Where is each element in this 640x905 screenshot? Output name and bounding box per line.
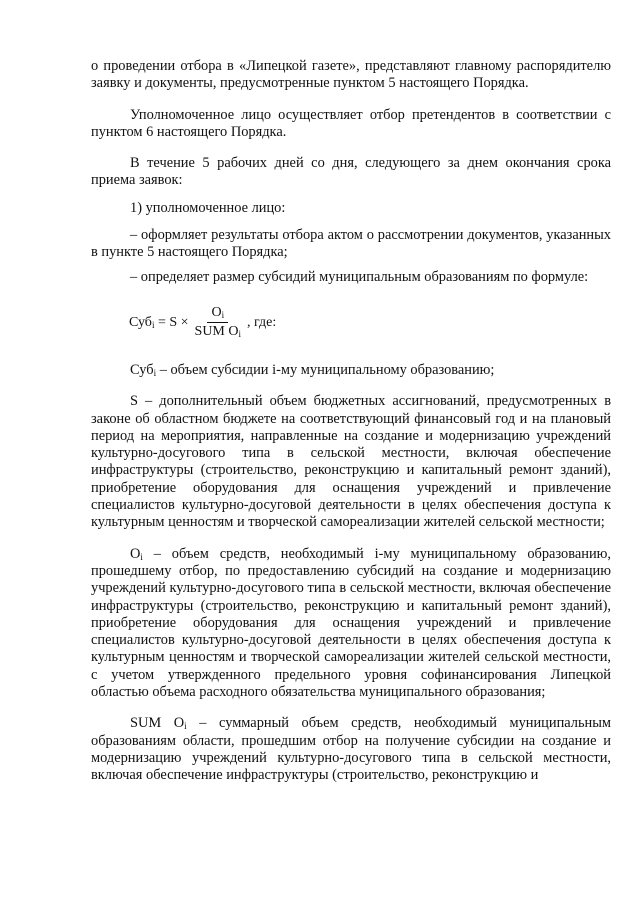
definition-s: S – дополнительный объем бюджетных ассигнований, предусмотренных в законе об областном бюджете на соответствующий финансовый год и на плановый период на мероприятия, направленные на создание и модернизацию учреждений культурно-досугового типа в сельской местности, включая обеспечение инфраструктуры (строительство, реконструкцию и капитальный ремонт зданий), приобретение оборудования для оснащения учреждений и привлечение специалистов культурно-досуговой деятельности в целях обеспечения доступа к культурным ценностям и творческой самореализации жителей сельской местности; [91, 393, 611, 531]
formula-lhs: Суб$_i$ [129, 315, 155, 331]
formula-tail: , где: [247, 315, 277, 331]
paragraph-act-result: – оформляет результаты отбора актом о рассмотрении документов, указанных в пункте 5 настоящего Порядка; [91, 227, 611, 261]
paragraph-item-1: 1) уполномоченное лицо: [130, 199, 286, 216]
paragraph-selection-notice: о проведении отбора в «Липецкой газете», представляют главному распорядителю заявку и документы, предусмотренные пунктом 5 настоящего Порядка. [91, 58, 611, 92]
paragraph-authorized-person: Уполномоченное лицо осуществляет отбор претендентов в соответствии с пунктом 6 настоящего Порядка. [91, 106, 611, 140]
formula-numerator: $O_i$ [207, 305, 228, 323]
definition-o: $O_i$ – объем средств, необходимый i-му муниципальному образованию, прошедшему отбор, по предоставлению субсидий на создание и модернизацию учреждений культурно-досугового типа в сельской местности, включая обеспечение инфраструктуры (строительство, реконструкцию и капитальный ремонт зданий), приобретение оборудования для оснащения учреждений и привлечение специалистов культурно-досуговой деятельности в целях обеспечения доступа к культурным ценностям и творческой самореализации жителей сельской местности, с учетом утвержденного предельного уровня софинансирования Липецкой областью объема расходного обязательства муниципального образования; [91, 545, 611, 701]
paragraph-formula-intro: – определяет размер субсидий муниципальным образованиям по формуле: [130, 268, 589, 285]
definition-sub: Суб$_i$ – объем субсидии i-му муниципальному образованию; [130, 361, 495, 378]
document-page [91, 58, 611, 785]
definition-sum-o: SUM $O_i$ – суммарный объем средств, необходимый муниципальным образованиям области, прошедшим отбор на получение субсидии на создание и модернизацию учреждений культурно-досугового типа в сельской местности, включая обеспечение инфраструктуры (строительство, реконструкцию и [91, 715, 612, 784]
formula-denominator: SUM $O_i$ [194, 324, 242, 340]
formula-fraction [191, 305, 245, 340]
subsidy-formula [129, 301, 611, 345]
formula-equals: = S × [154, 315, 189, 331]
paragraph-deadline: В течение 5 рабочих дней со дня, следующего за днем окончания срока приема заявок: [91, 155, 611, 189]
